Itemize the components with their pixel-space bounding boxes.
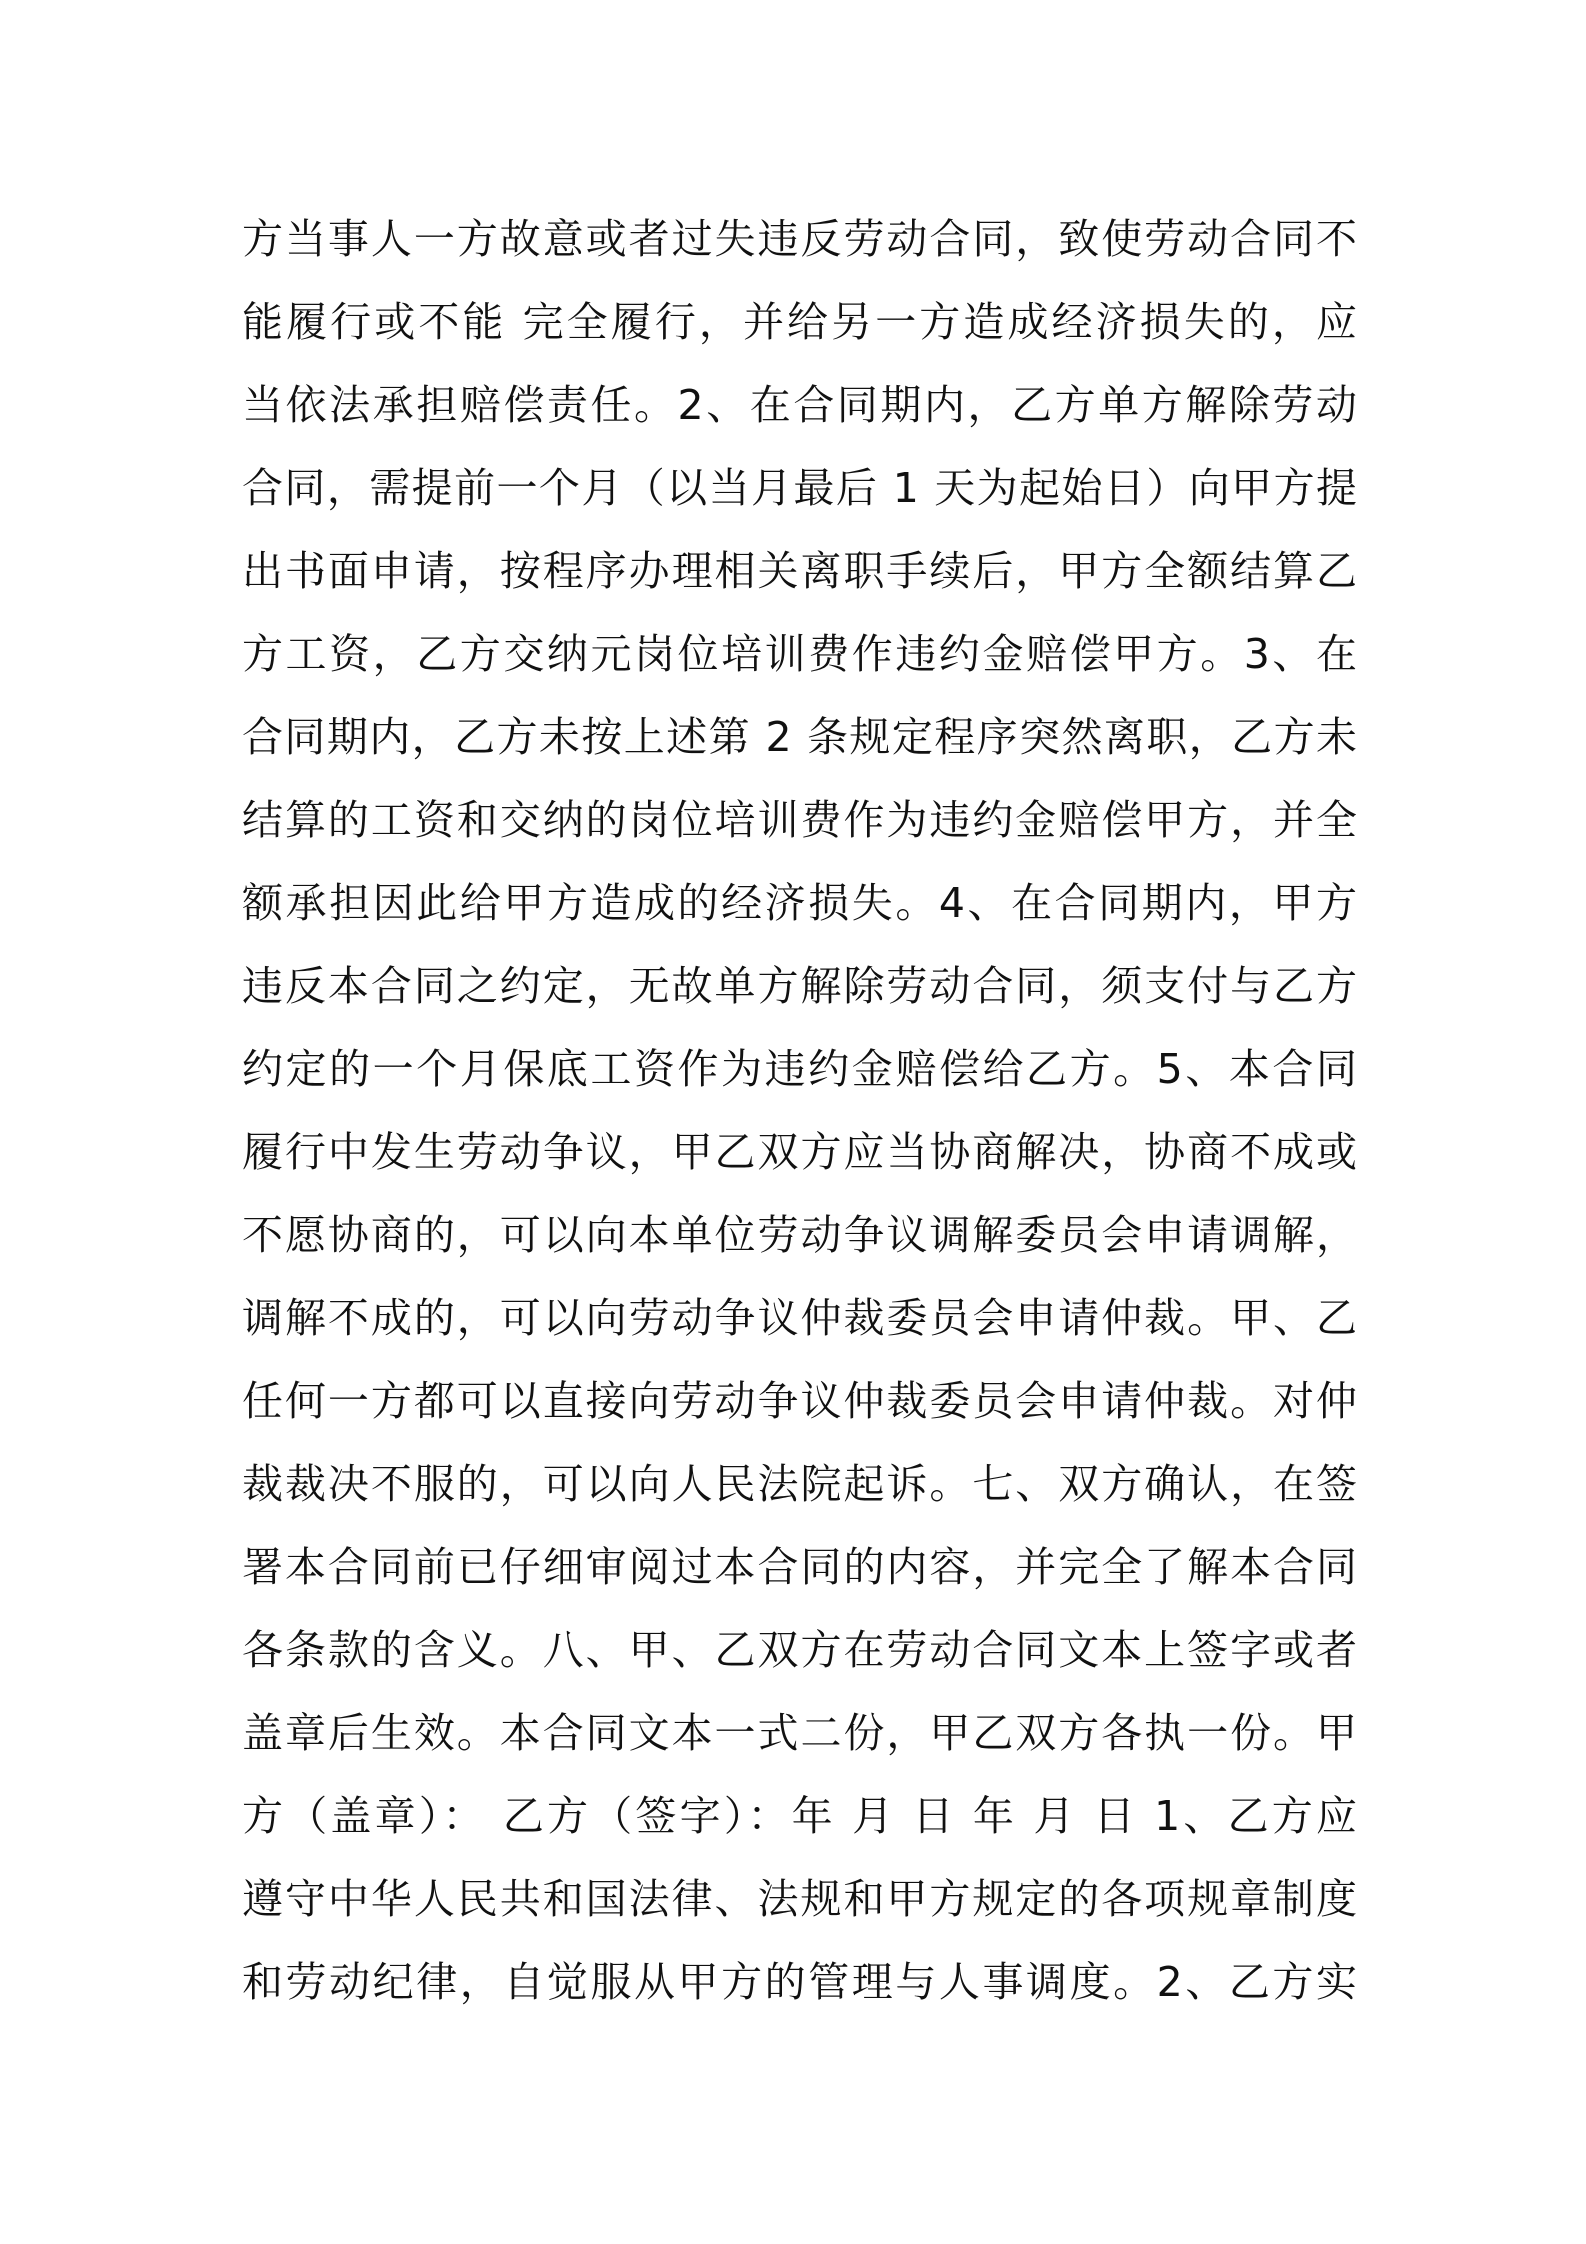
text-line: 和劳动纪律，自觉服从甲方的管理与人事调度。2、乙方实 (242, 1958, 1358, 2006)
contract-body-text (242, 198, 1358, 2024)
text-line: 不愿协商的，可以向本单位劳动争议调解委员会申请调解， (242, 1211, 1358, 1259)
text-line: 任何一方都可以直接向劳动争议仲裁委员会申请仲裁。对仲 (242, 1377, 1358, 1425)
text-line: 履行中发生劳动争议，甲乙双方应当协商解决，协商不成或 (242, 1128, 1358, 1176)
text-line: 各条款的含义。八、甲、乙双方在劳动合同文本上签字或者 (242, 1626, 1358, 1674)
text-line: 署本合同前已仔细审阅过本合同的内容，并完全了解本合同 (242, 1543, 1358, 1591)
text-line: 出书面申请，按程序办理相关离职手续后，甲方全额结算乙 (242, 547, 1358, 595)
text-line: 合同，需提前一个月（以当月最后 1 天为起始日）向甲方提 (242, 464, 1358, 512)
text-line: 遵守中华人民共和国法律、法规和甲方规定的各项规章制度 (242, 1875, 1358, 1923)
text-line: 方当事人一方故意或者过失违反劳动合同，致使劳动合同不 (242, 215, 1358, 263)
text-line: 约定的一个月保底工资作为违约金赔偿给乙方。5、本合同 (242, 1045, 1358, 1093)
text-line: 裁裁决不服的，可以向人民法院起诉。七、双方确认，在签 (242, 1460, 1358, 1508)
text-line: 盖章后生效。本合同文本一式二份，甲乙双方各执一份。甲 (242, 1709, 1358, 1757)
text-line: 当依法承担赔偿责任。2、在合同期内，乙方单方解除劳动 (242, 381, 1358, 429)
text-line: 合同期内，乙方未按上述第 2 条规定程序突然离职，乙方未 (242, 713, 1358, 761)
text-line: 方（盖章）： 乙方（签字）：年 月 日 年 月 日 1、乙方应 (242, 1792, 1358, 1840)
text-line: 额承担因此给甲方造成的经济损失。4、在合同期内，甲方 (242, 879, 1358, 927)
text-line: 违反本合同之约定，无故单方解除劳动合同，须支付与乙方 (242, 962, 1358, 1010)
text-line: 结算的工资和交纳的岗位培训费作为违约金赔偿甲方，并全 (242, 796, 1358, 844)
text-line: 调解不成的，可以向劳动争议仲裁委员会申请仲裁。甲、乙 (242, 1294, 1358, 1342)
text-line: 方工资，乙方交纳元岗位培训费作违约金赔偿甲方。3、在 (242, 630, 1358, 678)
text-line: 能履行或不能 完全履行，并给另一方造成经济损失的，应 (242, 298, 1358, 346)
